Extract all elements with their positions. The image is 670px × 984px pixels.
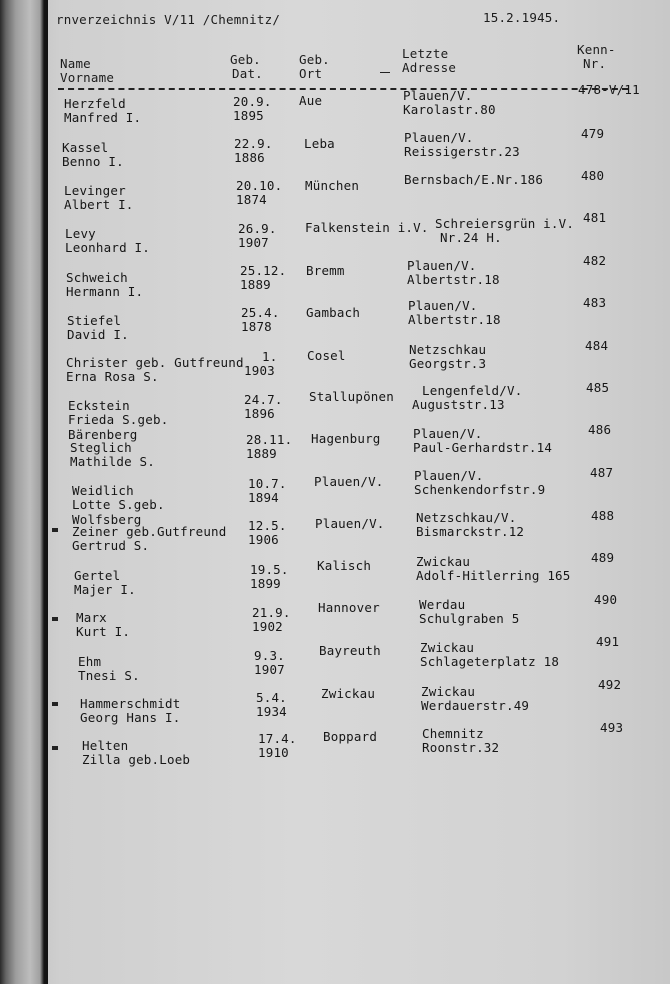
table-row-ort: Bayreuth <box>319 643 381 658</box>
table-row-address: Zwickau <box>421 684 476 699</box>
col-gebort-header-2: Ort <box>299 66 323 81</box>
table-row-address-2: Schenkendorfstr.9 <box>414 482 546 497</box>
table-row-number: 487 <box>590 465 614 480</box>
table-row-name: Zeiner geb.Gutfreund <box>72 524 227 539</box>
table-row-address-2: Reissigerstr.23 <box>404 144 520 159</box>
table-row-name: Weidlich <box>72 483 134 498</box>
table-row-vorname: David I. <box>67 327 129 342</box>
table-row-number: 478-V/11 <box>578 82 640 97</box>
table-row-ort: Boppard <box>323 729 378 744</box>
table-row-date: 24.7. <box>244 392 283 407</box>
table-row-year: 1934 <box>256 704 287 719</box>
col-gebort-header-1: Geb. <box>299 52 330 67</box>
table-row-number: 481 <box>583 210 607 225</box>
table-row-address: Werdau <box>419 597 466 612</box>
table-row-name: Steglich <box>70 440 132 455</box>
table-row-year: 1899 <box>250 576 281 591</box>
table-row-date: 12.5. <box>248 518 287 533</box>
table-row-name: Stiefel <box>67 313 122 328</box>
table-row-date: 20.9. <box>233 94 272 109</box>
punch-mark <box>52 702 58 706</box>
table-row-address: Plauen/V. <box>408 298 478 313</box>
table-row-name: Schweich <box>66 270 128 285</box>
punch-mark <box>52 617 58 621</box>
table-row-ort: Plauen/V. <box>315 516 385 531</box>
table-row-year: 1910 <box>258 745 289 760</box>
table-row-date: 21.9. <box>252 605 291 620</box>
table-row-year: 1878 <box>241 319 272 334</box>
table-row-ort: Gambach <box>306 305 361 320</box>
table-row-vorname: Majer I. <box>74 582 136 597</box>
punch-mark <box>52 746 58 750</box>
table-row-ort: Kalisch <box>317 558 372 573</box>
table-row-vorname: Gertrud S. <box>72 538 150 553</box>
table-row-number: 479 <box>581 126 605 141</box>
table-row-address-2: Roonstr.32 <box>422 740 500 755</box>
table-row-name: Marx <box>76 610 107 625</box>
table-row-year: 1907 <box>254 662 285 677</box>
table-row-address: Plauen/V. <box>413 426 483 441</box>
col-adresse-header-2: Adresse <box>402 60 457 75</box>
table-row-address-2: Schlageterplatz 18 <box>420 654 560 669</box>
binding-edge <box>0 0 48 984</box>
table-row-date: 25.12. <box>240 263 287 278</box>
list-title: rnverzeichnis V/11 /Chemnitz/ <box>56 12 281 27</box>
table-row-number: 490 <box>594 592 618 607</box>
table-row-year: 1907 <box>238 235 269 250</box>
list-date: 15.2.1945. <box>483 10 561 25</box>
table-row-year: 1889 <box>240 277 271 292</box>
table-row-vorname: Mathilde S. <box>70 454 155 469</box>
table-row-year: 1889 <box>246 446 277 461</box>
table-row-name: Kassel <box>62 140 109 155</box>
table-row-date: 19.5. <box>250 562 289 577</box>
table-row-name: Levy <box>65 226 96 241</box>
table-row-ort: Hannover <box>318 600 380 615</box>
table-row-vorname: Zilla geb.Loeb <box>82 752 191 767</box>
header-rule <box>58 88 628 90</box>
table-row-year: 1896 <box>244 406 275 421</box>
table-row-name: Gertel <box>74 568 121 583</box>
table-row-date: 22.9. <box>234 136 273 151</box>
table-row-number: 483 <box>583 295 607 310</box>
table-row-year: 1874 <box>236 192 267 207</box>
col-kennnr-header-1: Kenn- <box>577 42 616 57</box>
col-kennnr-header-2: Nr. <box>583 56 607 71</box>
table-row-number: 488 <box>591 508 615 523</box>
table-row-date: 5.4. <box>256 690 287 705</box>
table-row-year: 1886 <box>234 150 265 165</box>
table-row-address: Plauen/V. <box>404 130 474 145</box>
table-row-address: Lengenfeld/V. <box>422 383 523 398</box>
table-row-date: 25.4. <box>241 305 280 320</box>
table-row-ort: München <box>305 178 360 193</box>
col-adresse-header-1: Letzte <box>402 46 449 61</box>
table-row-vorname: Albert I. <box>64 197 134 212</box>
table-row-address: Netzschkau <box>409 342 487 357</box>
table-row-address-2: Albertstr.18 <box>407 272 500 287</box>
table-row-address: Chemnitz <box>422 726 484 741</box>
table-row-address: Plauen/V. <box>414 468 484 483</box>
col-name-header: Name <box>60 56 91 71</box>
table-row-vorname: Lotte S.geb. Wolfsberg <box>72 497 165 527</box>
table-row-address-2: Paul-Gerhardstr.14 <box>413 440 553 455</box>
table-row-year: 1906 <box>248 532 279 547</box>
table-row-address-2: Bismarckstr.12 <box>416 524 525 539</box>
table-row-name: Hammerschmidt <box>80 696 181 711</box>
table-row-number: 482 <box>583 253 607 268</box>
table-row-date: 26.9. <box>238 221 277 236</box>
table-row-address-2: Schulgraben 5 <box>419 611 520 626</box>
table-row-date: 17.4. <box>258 731 297 746</box>
table-row-vorname: Leonhard I. <box>65 240 150 255</box>
col-gebdat-header-1: Geb. <box>230 52 261 67</box>
table-row-address-2: Karolastr.80 <box>403 102 496 117</box>
table-row-name: Levinger <box>64 183 126 198</box>
table-row-vorname: Manfred I. <box>64 110 142 125</box>
table-row-number: 484 <box>585 338 609 353</box>
table-row-address-2: Georgstr.3 <box>409 356 487 371</box>
table-row-number: 491 <box>596 634 620 649</box>
table-row-address: Bernsbach/E.Nr.186 <box>404 172 544 187</box>
table-row-ort: Plauen/V. <box>314 474 384 489</box>
header-tick <box>380 72 390 73</box>
table-row-address-2: Albertstr.18 <box>408 312 501 327</box>
table-row-vorname: Erna Rosa S. <box>66 369 159 384</box>
table-row-address: Plauen/V. <box>407 258 477 273</box>
table-row-ort: Cosel <box>307 348 346 363</box>
table-row-address-2: Adolf-Hitlerring 165 <box>416 568 571 583</box>
table-row-vorname: Tnesi S. <box>78 668 140 683</box>
table-row-number: 485 <box>586 380 610 395</box>
table-row-address-2: Werdauerstr.49 <box>421 698 530 713</box>
table-row-name: Christer geb. Gutfreund <box>66 355 244 370</box>
table-row-number: 489 <box>591 550 615 565</box>
table-row-address: Plauen/V. <box>403 88 473 103</box>
table-row-ort: Zwickau <box>321 686 376 701</box>
table-row-name: Helten <box>82 738 129 753</box>
punch-mark <box>52 528 58 532</box>
table-row-address: Schreiersgrün i.V. <box>435 216 575 231</box>
table-row-name: Herzfeld <box>64 96 126 111</box>
table-row-address: Zwickau <box>420 640 475 655</box>
table-row-number: 493 <box>600 720 624 735</box>
table-row-date: 28.11. <box>246 432 293 447</box>
table-row-number: 486 <box>588 422 612 437</box>
col-vorname-header: Vorname <box>60 70 115 85</box>
table-row-address: Netzschkau/V. <box>416 510 517 525</box>
table-row-vorname: Hermann I. <box>66 284 144 299</box>
table-row-vorname: Benno I. <box>62 154 124 169</box>
table-row-number: 480 <box>581 168 605 183</box>
table-row-name: Ehm <box>78 654 102 669</box>
table-row-ort: Stallupönen <box>309 389 394 404</box>
col-gebdat-header-2: Dat. <box>232 66 263 81</box>
table-row-year: 1902 <box>252 619 283 634</box>
table-row-number: 492 <box>598 677 622 692</box>
table-row-ort: Leba <box>304 136 335 151</box>
table-row-ort: Hagenburg <box>311 431 381 446</box>
table-row-address: Zwickau <box>416 554 471 569</box>
table-row-address-2: Nr.24 H. <box>440 230 502 245</box>
table-row-address-2: Auguststr.13 <box>412 397 505 412</box>
table-row-date: 1. <box>262 349 278 364</box>
table-row-vorname: Kurt I. <box>76 624 131 639</box>
table-row-vorname: Frieda S.geb. Bärenberg <box>68 412 169 442</box>
table-row-year: 1903 <box>244 363 275 378</box>
table-row-vorname: Georg Hans I. <box>80 710 181 725</box>
table-row-year: 1894 <box>248 490 279 505</box>
table-row-date: 10.7. <box>248 476 287 491</box>
table-row-ort: Falkenstein i.V. <box>305 220 429 235</box>
table-row-date: 9.3. <box>254 648 285 663</box>
table-row-ort: Aue <box>299 93 323 108</box>
table-row-name: Eckstein <box>68 398 130 413</box>
table-row-date: 20.10. <box>236 178 283 193</box>
table-row-year: 1895 <box>233 108 264 123</box>
table-row-ort: Bremm <box>306 263 345 278</box>
